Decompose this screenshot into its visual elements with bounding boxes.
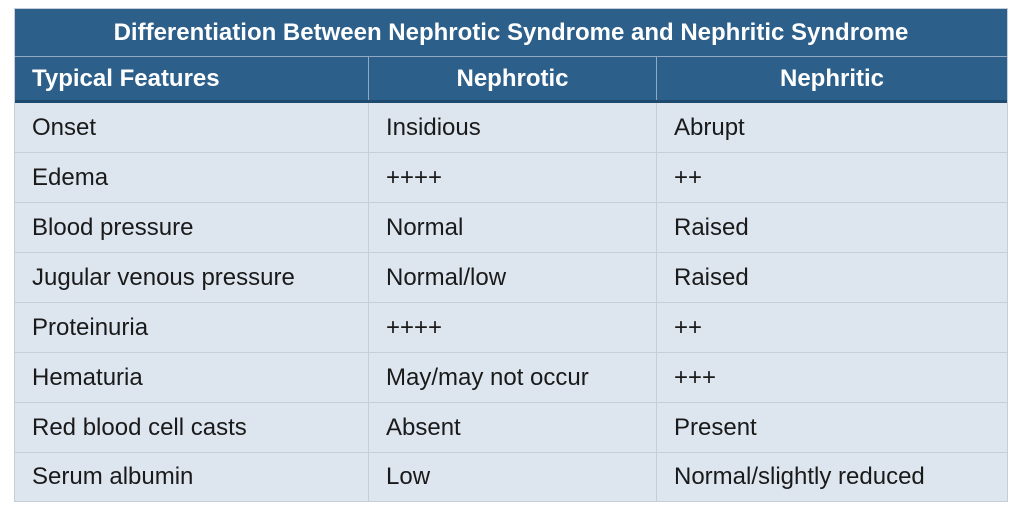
- feature-cell: Red blood cell casts: [15, 403, 369, 452]
- nephrotic-cell: Normal: [369, 203, 657, 252]
- nephritic-cell: Raised: [674, 213, 749, 241]
- nephritic-cell: ++: [674, 163, 703, 191]
- column-header-nephritic: Nephritic: [779, 64, 884, 92]
- table-row: [15, 403, 1007, 453]
- feature-cell: Proteinuria: [15, 303, 369, 352]
- nephrotic-cell: Normal/low: [369, 253, 657, 302]
- table-row: [15, 103, 1007, 153]
- nephrotic-cell: Absent: [369, 403, 657, 452]
- column-header-nephrotic: Nephrotic: [369, 57, 657, 100]
- table-body: [15, 103, 1007, 501]
- nephritic-cell: +++: [674, 363, 717, 391]
- nephrotic-cell: May/may not occur: [369, 353, 657, 402]
- table-row: [15, 153, 1007, 203]
- table-row: [15, 453, 1007, 501]
- feature-cell: Edema: [15, 153, 369, 202]
- feature-cell: Jugular venous pressure: [15, 253, 369, 302]
- table-row: [15, 303, 1007, 353]
- nephrotic-cell: ++++: [369, 303, 657, 352]
- nephrotic-cell: ++++: [369, 153, 657, 202]
- nephrotic-cell: Low: [369, 453, 657, 501]
- column-header-features: Typical Features: [15, 57, 369, 100]
- table-row: [15, 353, 1007, 403]
- table-row: [15, 253, 1007, 303]
- feature-cell: Hematuria: [15, 353, 369, 402]
- feature-cell: Serum albumin: [15, 453, 369, 501]
- nephritic-cell: Present: [674, 413, 757, 441]
- nephritic-cell: Raised: [674, 263, 749, 291]
- table-title: Differentiation Between Nephrotic Syndrome and Nephritic Syndrome: [15, 9, 1007, 57]
- feature-cell: Blood pressure: [15, 203, 369, 252]
- feature-cell: Onset: [15, 103, 369, 152]
- nephritic-cell: ++: [674, 313, 703, 341]
- comparison-table: [14, 8, 1008, 502]
- nephritic-cell: Abrupt: [674, 113, 745, 141]
- table-row: [15, 203, 1007, 253]
- nephritic-cell: Normal/slightly reduced: [674, 463, 925, 490]
- nephrotic-cell: Insidious: [369, 103, 657, 152]
- table-header-row: [15, 57, 1007, 103]
